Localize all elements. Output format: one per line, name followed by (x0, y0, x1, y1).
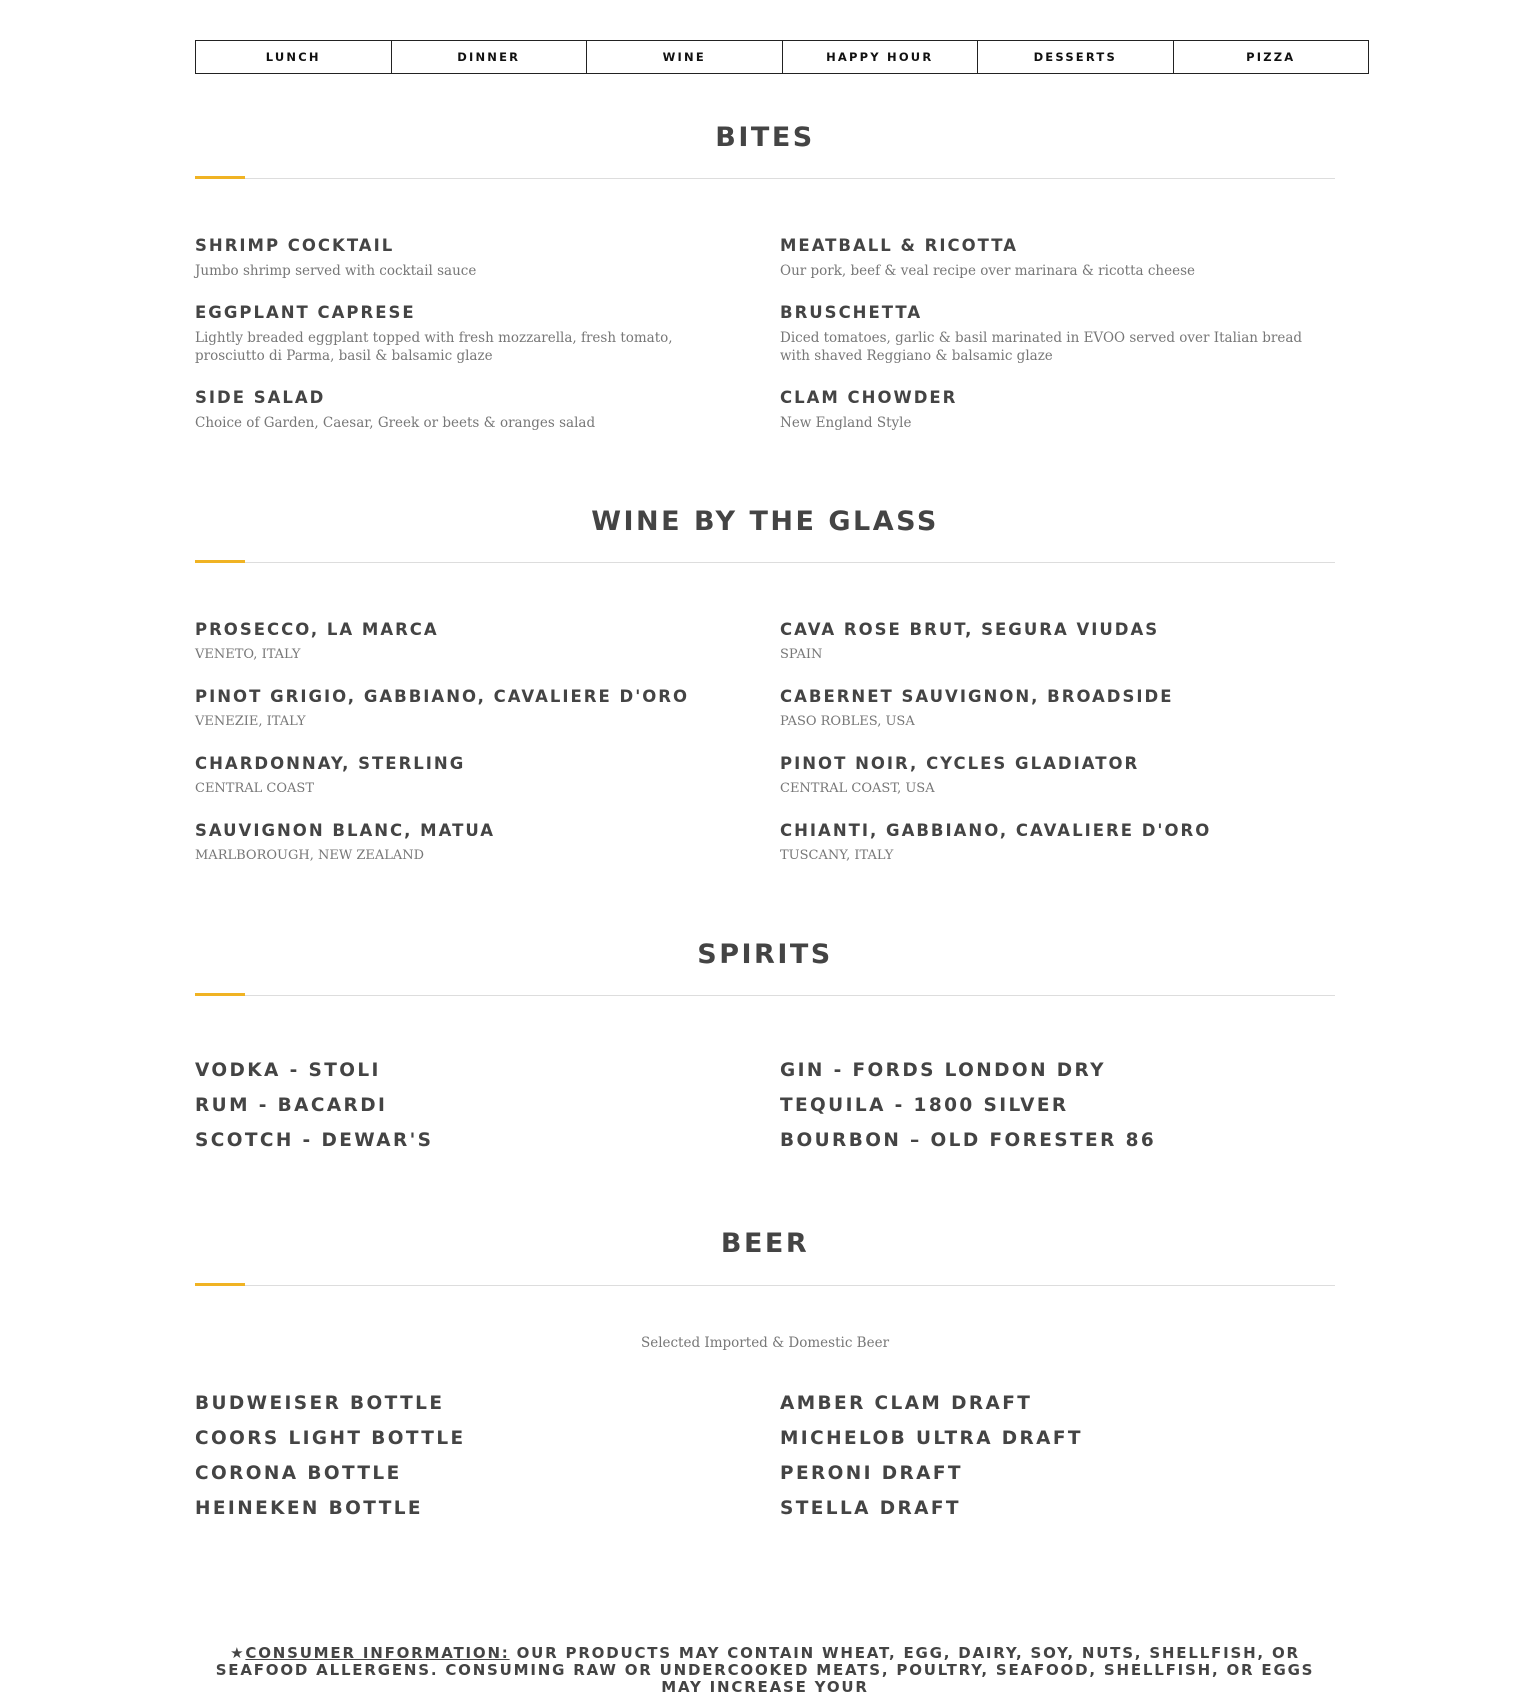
item-description: Lightly breaded eggplant topped with fresh mozzarella, fresh tomato, prosciutto di Parma, basil & balsamic glaze (195, 330, 673, 364)
item-name: CAVA ROSE BRUT, SEGURA VIUDAS (780, 620, 1160, 639)
spirits-divider (195, 995, 1335, 996)
menu-item (780, 620, 1320, 664)
consumer-info-text: OUR PRODUCTS MAY CONTAIN WHEAT, EGG, DAIRY, SOY, NUTS, SHELLFISH, OR SEAFOOD ALLERGENS. CONSUMING RAW OR UNDERCOOKED MEATS, POULTRY, SEAFOOD, SHELLFISH, OR EGGS MAY INCREASE YOUR (215, 1644, 1315, 1696)
item-name: SIDE SALAD (195, 388, 326, 407)
item-description: New England Style (780, 415, 912, 431)
beer-title: BEER (720, 1228, 810, 1259)
item-name: CABERNET SAUVIGNON, BROADSIDE (780, 687, 1174, 706)
item-name: PINOT NOIR, CYCLES GLADIATOR (780, 754, 1140, 773)
tab-wine[interactable]: WINE (587, 41, 783, 73)
spirit-item: BOURBON – OLD FORESTER 86 (780, 1130, 1157, 1151)
menu-item (780, 754, 1320, 798)
beer-item: BUDWEISER BOTTLE (195, 1393, 445, 1414)
menu-item (195, 236, 735, 280)
menu-item (195, 620, 735, 664)
beer-item: MICHELOB ULTRA DRAFT (780, 1428, 1083, 1449)
accent-bar (195, 1283, 245, 1286)
tab-dinner[interactable]: DINNER (392, 41, 588, 73)
menu-item (780, 236, 1320, 280)
beer-item: HEINEKEN BOTTLE (195, 1498, 423, 1519)
beer-subtitle: Selected Imported & Domestic Beer (640, 1335, 890, 1351)
item-name: CLAM CHOWDER (780, 388, 958, 407)
beer-item: STELLA DRAFT (780, 1498, 961, 1519)
tab-happy-hour[interactable]: HAPPY HOUR (783, 41, 979, 73)
tab-pizza[interactable]: PIZZA (1246, 50, 1296, 64)
bites-divider (195, 178, 1335, 179)
item-region: CENTRAL COAST, USA (780, 781, 935, 796)
item-name: CHARDONNAY, STERLING (195, 754, 466, 773)
item-name: PROSECCO, LA MARCA (195, 620, 439, 639)
item-description: Jumbo shrimp served with cocktail sauce (195, 263, 477, 279)
menu-item (195, 821, 735, 865)
beer-item: AMBER CLAM DRAFT (780, 1393, 1033, 1414)
beer-divider (195, 1285, 1335, 1286)
beer-item: PERONI DRAFT (780, 1463, 963, 1484)
item-description: Our pork, beef & veal recipe over marinara & ricotta cheese (780, 263, 1195, 279)
item-region: VENETO, ITALY (195, 647, 301, 662)
spirit-item: SCOTCH - DEWAR'S (195, 1130, 434, 1151)
menu-item (780, 303, 1320, 365)
item-region: TUSCANY, ITALY (780, 848, 894, 863)
menu-item (195, 388, 735, 432)
tab-desserts[interactable]: DESSERTS (978, 41, 1174, 73)
accent-bar (195, 993, 245, 996)
beer-item: CORONA BOTTLE (195, 1463, 402, 1484)
menu-item (780, 687, 1320, 731)
menu-item (195, 687, 735, 731)
tab-lunch[interactable]: LUNCH (196, 41, 392, 73)
item-region: VENEZIE, ITALY (195, 714, 306, 729)
item-name: SHRIMP COCKTAIL (195, 236, 395, 255)
wine-title: WINE BY THE GLASS (591, 506, 939, 537)
item-region: SPAIN (780, 647, 823, 662)
item-region: MARLBOROUGH, NEW ZEALAND (195, 848, 425, 863)
consumer-information (195, 1645, 1335, 1696)
item-region: CENTRAL COAST (195, 781, 314, 796)
item-description: Choice of Garden, Caesar, Greek or beets & oranges salad (195, 415, 596, 431)
item-name: EGGPLANT CAPRESE (195, 303, 416, 322)
menu-item (780, 388, 1320, 432)
spirit-item: TEQUILA - 1800 SILVER (780, 1095, 1069, 1116)
item-description: Diced tomatoes, garlic & basil marinated in EVOO served over Italian bread with shaved Reggiano & balsamic glaze (780, 330, 1303, 364)
accent-bar (195, 176, 245, 179)
bites-title: BITES (715, 122, 815, 153)
item-name: BRUSCHETTA (780, 303, 923, 322)
spirit-item: GIN - FORDS LONDON DRY (780, 1060, 1106, 1081)
wine-divider (195, 562, 1335, 563)
menu-item (195, 303, 735, 365)
beer-item: COORS LIGHT BOTTLE (195, 1428, 466, 1449)
item-name: PINOT GRIGIO, GABBIANO, CAVALIERE D'ORO (195, 687, 690, 706)
spirit-item: VODKA - STOLI (195, 1060, 381, 1081)
menu-tabs (195, 40, 1369, 74)
menu-item (195, 754, 735, 798)
item-name: SAUVIGNON BLANC, MATUA (195, 821, 495, 840)
item-region: PASO ROBLES, USA (780, 714, 915, 729)
consumer-info-label: CONSUMER INFORMATION: (245, 1644, 510, 1662)
star-icon: ★ (230, 1644, 246, 1662)
accent-bar (195, 560, 245, 563)
item-name: MEATBALL & RICOTTA (780, 236, 1019, 255)
menu-item (780, 821, 1320, 865)
item-name: CHIANTI, GABBIANO, CAVALIERE D'ORO (780, 821, 1212, 840)
spirits-title: SPIRITS (697, 939, 833, 970)
spirit-item: RUM - BACARDI (195, 1095, 388, 1116)
